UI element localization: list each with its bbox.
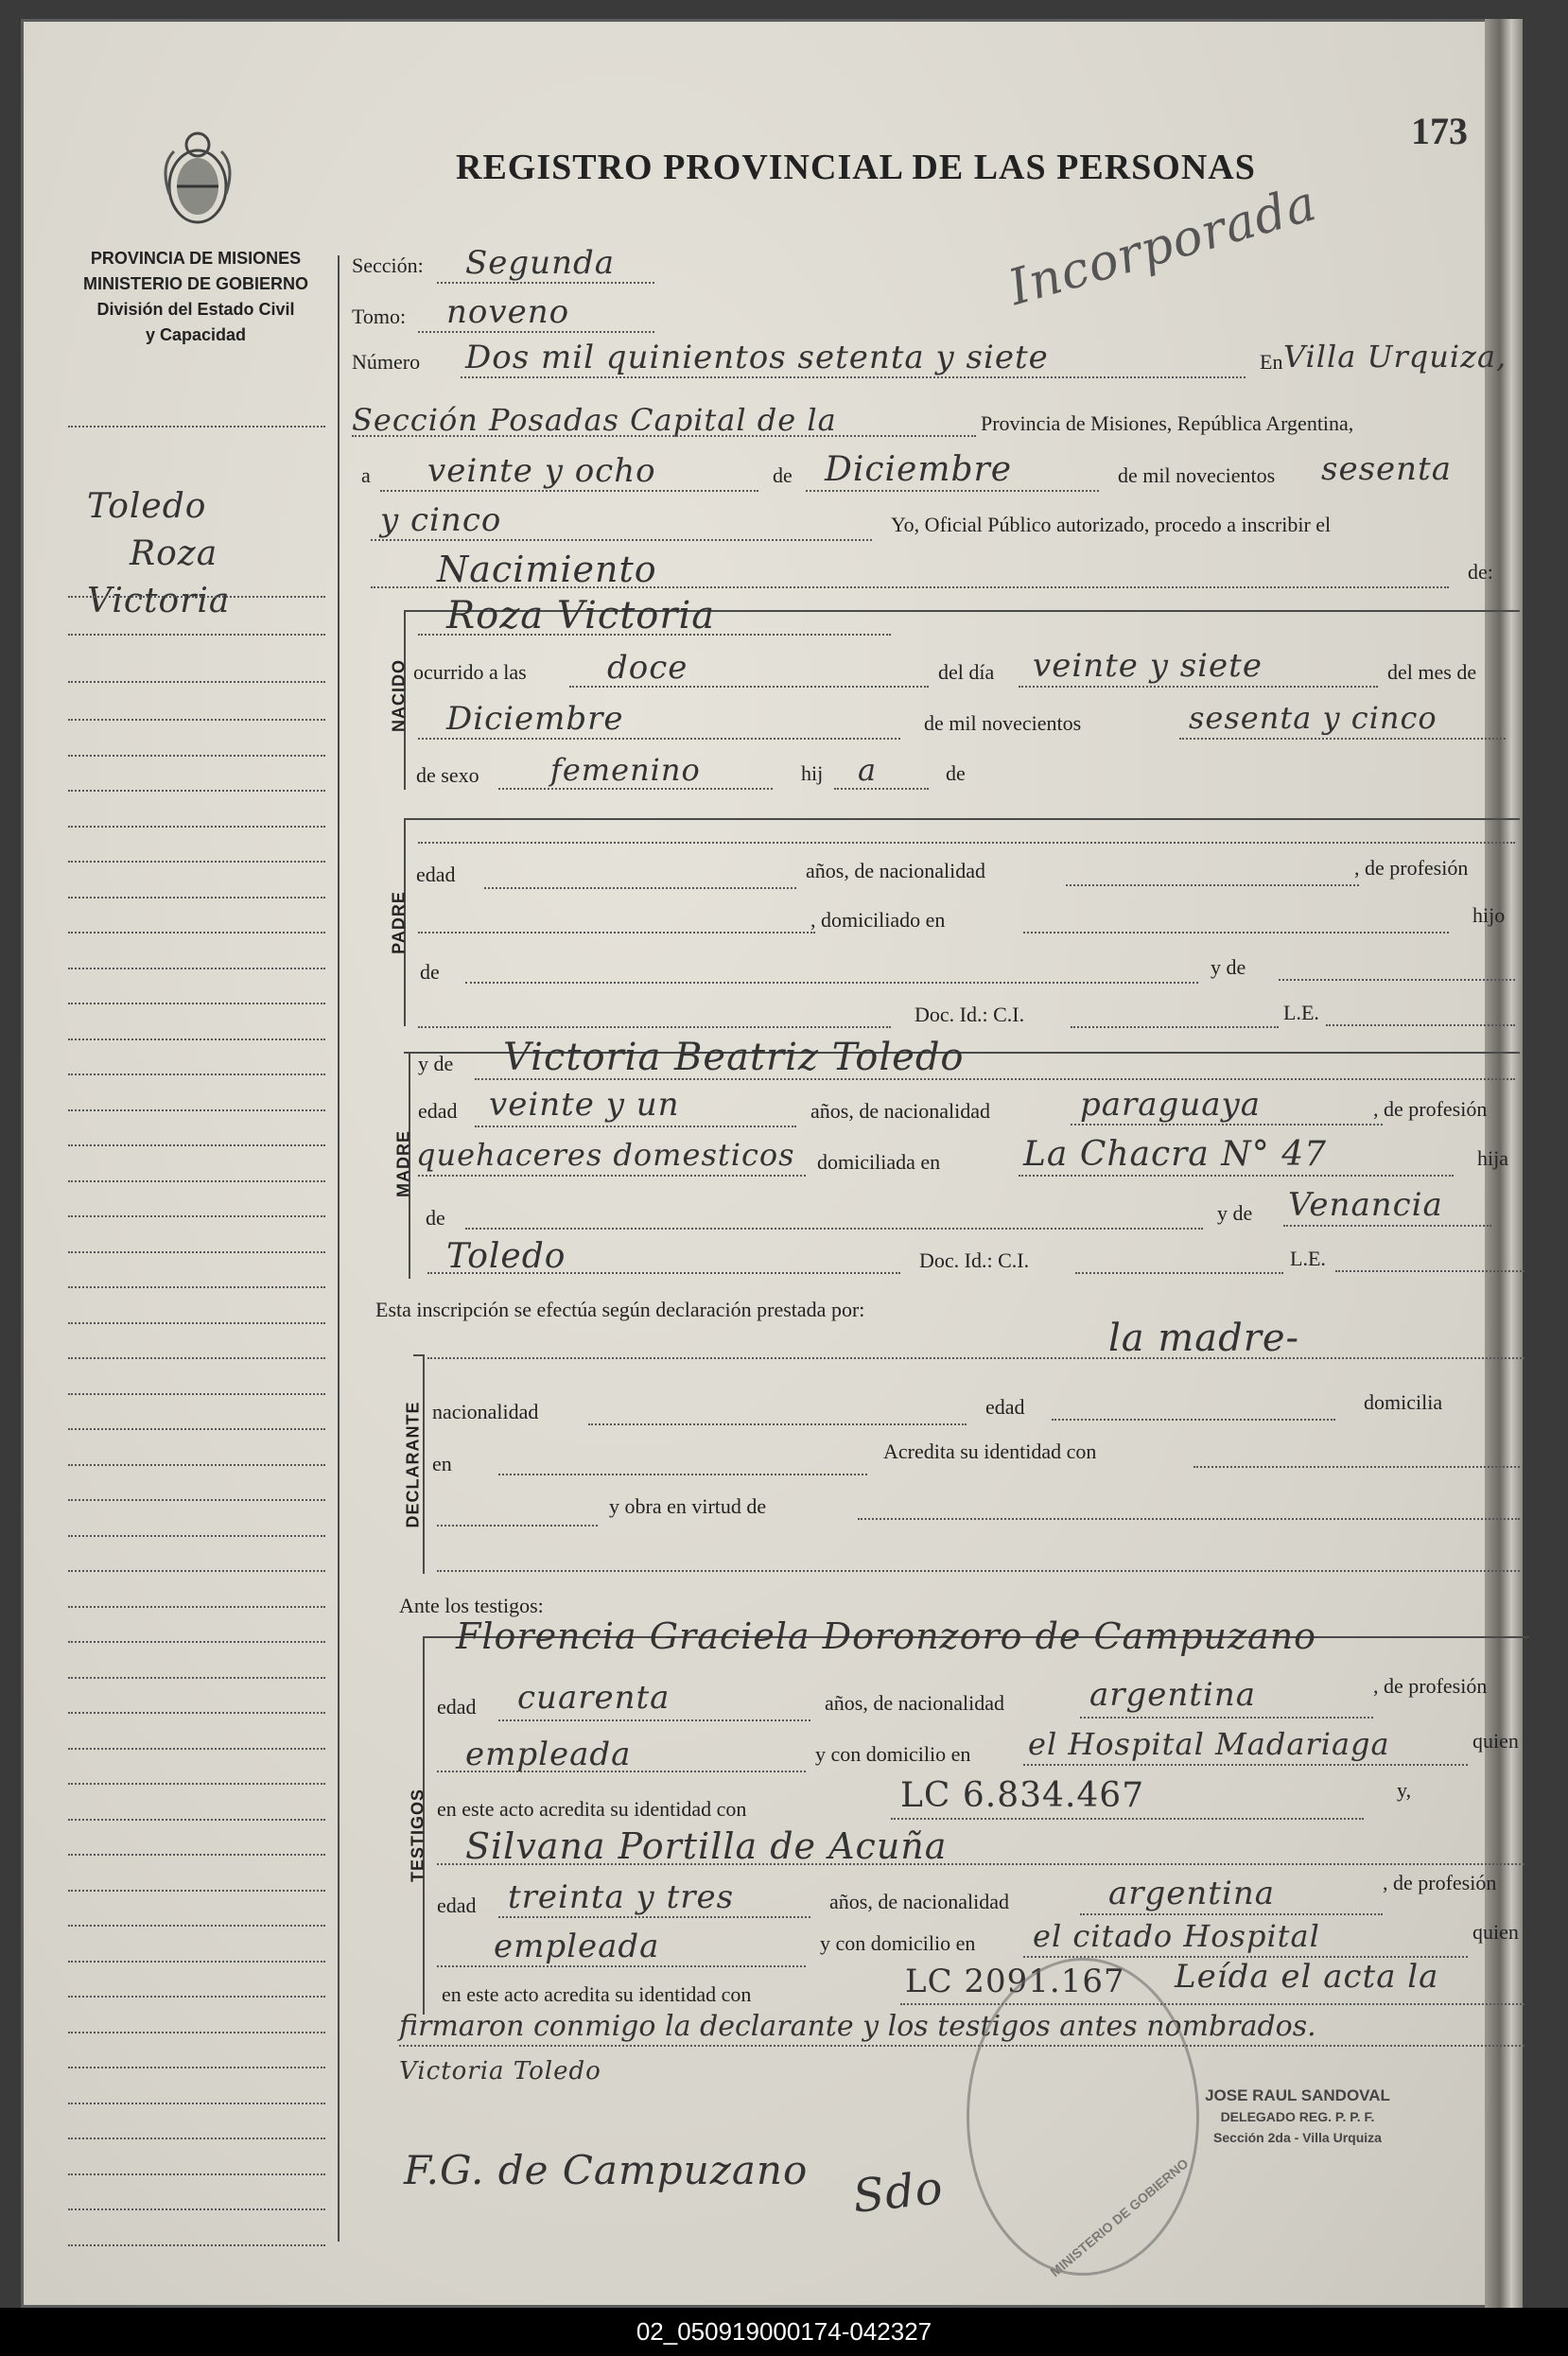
padre-profesion-label: , de profesión	[1354, 856, 1469, 880]
t2-anios-label: años, de nacionalidad	[829, 1890, 1009, 1913]
numero-value: Dos mil quinientos setenta y siete	[465, 339, 1049, 376]
declarante-nacionalidad-label: nacionalidad	[432, 1400, 539, 1423]
testigo2-nombre: Silvana Portilla de Acuña	[465, 1825, 948, 1867]
padre-domiciliado-label: , domiciliado en	[810, 908, 946, 932]
t2-edad: treinta y tres	[508, 1878, 735, 1916]
t1-edad: cuarenta	[517, 1679, 671, 1717]
official-stamp	[1156, 2085, 1439, 2148]
de-label: de	[773, 463, 793, 487]
issuer-block	[59, 246, 333, 348]
testigos-label: TESTIGOS	[408, 1789, 427, 1883]
padre-y-de-label: y de	[1211, 955, 1246, 979]
madre-y-de2-label: y de	[1217, 1201, 1253, 1225]
t2-leida: Leída el acta la	[1175, 1958, 1439, 1996]
nacido-mes: Diciembre	[446, 700, 624, 738]
round-seal-text: MINISTERIO DE GOBIERNO	[1047, 2155, 1192, 2280]
padre-edad-label: edad	[416, 863, 456, 886]
madre-y-de-label: y de	[418, 1052, 454, 1075]
official-stamp-line-2: DELEGADO REG. P. P. F.	[1220, 2109, 1375, 2124]
ocurrido-label: ocurrido a las	[413, 660, 527, 684]
t1-acredita-label: en este acto acredita su identidad con	[437, 1797, 747, 1821]
nacido-de-label: de	[946, 761, 966, 785]
t1-y-label: y,	[1397, 1778, 1412, 1802]
tomo-label: Tomo:	[352, 305, 407, 328]
hora-value: doce	[607, 649, 688, 687]
firma-testigo: F.G. de Campuzano	[404, 2147, 809, 2193]
madre-le-label: L.E.	[1290, 1247, 1326, 1270]
nacido-mil-label: de mil novecientos	[924, 711, 1082, 735]
seccion-label: Sección:	[352, 253, 424, 277]
de-colon: de:	[1468, 560, 1493, 584]
anio-cont: y cinco	[380, 501, 502, 539]
t2-edad-label: edad	[437, 1894, 477, 1917]
mes-value: Diciembre	[825, 450, 1013, 489]
del-mes-label: del mes de	[1387, 660, 1477, 684]
madre-madre-de: Venancia	[1288, 1186, 1443, 1224]
header-stamp: Incorporada	[1002, 174, 1323, 318]
t1-nacionalidad: argentina	[1089, 1676, 1257, 1714]
t1-quien-label: quien	[1472, 1729, 1519, 1753]
t1-domicilio: el Hospital Madariaga	[1028, 1726, 1390, 1762]
register-page	[21, 19, 1523, 2308]
hij-label: hij	[801, 761, 824, 785]
en-label: En	[1260, 350, 1283, 374]
issuer-line-2: MINISTERIO DE GOBIERNO	[82, 274, 309, 293]
padre-doc-label: Doc. Id.: C.I.	[915, 1003, 1025, 1026]
padre-label: PADRE	[389, 891, 409, 954]
madre-edad: veinte y un	[489, 1086, 680, 1124]
dia-value: veinte y ocho	[427, 452, 656, 490]
declarante-en-label: en	[432, 1452, 452, 1475]
t1-edad-label: edad	[437, 1695, 477, 1719]
t1-domicilio-label: y con domicilio en	[815, 1742, 971, 1766]
t1-profesion: empleada	[465, 1736, 632, 1773]
madre-domiciliada-label: domiciliada en	[817, 1150, 941, 1174]
mil-text: de mil novecientos	[1118, 463, 1276, 487]
footer-id: 02_050919000174-042327	[0, 2308, 1568, 2356]
t2-acredita-label: en este acto acredita su identidad con	[442, 1982, 752, 2006]
page-number: 173	[1411, 110, 1468, 152]
madre-domicilio: La Chacra N° 47	[1023, 1135, 1328, 1174]
margin-name-1: Toledo	[87, 487, 207, 526]
madre-apellido: Toledo	[446, 1237, 566, 1276]
madre-label: MADRE	[393, 1130, 413, 1197]
madre-hija-label: hija	[1477, 1146, 1508, 1170]
tomo-value: noveno	[446, 293, 570, 331]
nacido-anio: sesenta y cinco	[1189, 700, 1437, 736]
declarante-domicilia-label: domicilia	[1364, 1390, 1443, 1414]
declarante-acredita-label: Acredita su identidad con	[883, 1440, 1097, 1463]
testigo1-nombre: Florencia Graciela Doronzoro de Campuzano	[456, 1615, 1317, 1657]
document-title: REGISTRO PROVINCIAL DE LAS PERSONAS	[456, 148, 1256, 187]
nacido-nombre: Roza Victoria	[446, 594, 716, 637]
margin-name-2: Roza	[130, 534, 218, 573]
padre-de-label: de	[420, 960, 440, 984]
t2-profesion-label: , de profesión	[1383, 1871, 1497, 1894]
en-value: Villa Urquiza,	[1283, 339, 1507, 375]
lugar-cont: Sección Posadas Capital de la	[352, 402, 837, 438]
declarante-value: la madre-	[1108, 1317, 1300, 1360]
coat-of-arms-icon	[155, 128, 240, 232]
declarante-obra-label: y obra en virtud de	[609, 1494, 767, 1518]
padre-hijo-label: hijo	[1472, 903, 1506, 927]
t1-anios-label: años, de nacionalidad	[825, 1691, 1004, 1715]
numero-label: Número	[352, 350, 421, 374]
seccion-value: Segunda	[465, 244, 616, 282]
del-dia-label: del día	[938, 660, 995, 684]
madre-profesion-label: , de profesión	[1373, 1097, 1488, 1121]
t2-domicilio-label: y con domicilio en	[820, 1931, 976, 1955]
declarante-label: DECLARANTE	[403, 1401, 423, 1528]
t2-profesion: empleada	[494, 1928, 660, 1965]
padre-le-label: L.E.	[1283, 1001, 1319, 1024]
t2-quien-label: quien	[1472, 1920, 1519, 1944]
madre-nombre: Victoria Beatriz Toledo	[503, 1036, 965, 1079]
t1-doc: LC 6.834.467	[900, 1776, 1145, 1815]
provincia-text: Provincia de Misiones, República Argentina,	[981, 411, 1354, 435]
padre-anios-label: años, de nacionalidad	[806, 859, 985, 882]
issuer-line-4: y Capacidad	[145, 325, 247, 344]
issuer-line-3: División del Estado Civil	[96, 300, 295, 319]
t1-profesion-label: , de profesión	[1373, 1674, 1488, 1698]
official-stamp-line-3: Sección 2da - Villa Urquiza	[1213, 2130, 1382, 2145]
anio-value: sesenta	[1321, 450, 1452, 488]
cierre-text: firmaron conmigo la declarante y los testigos antes nombrados.	[399, 2010, 1316, 2043]
inscripcion-text: Esta inscripción se efectúa según declaración prestada por:	[375, 1298, 865, 1321]
t2-doc: LC 2091.167	[905, 1963, 1125, 2000]
madre-nacionalidad: paraguaya	[1080, 1086, 1261, 1124]
hij-suffix: a	[858, 752, 878, 788]
t2-domicilio: el citado Hospital	[1033, 1918, 1320, 1954]
oficial-text: Yo, Oficial Público autorizado, procedo a inscribir el	[891, 513, 1332, 536]
a-label: a	[361, 463, 371, 487]
nacido-dia: veinte y siete	[1033, 647, 1263, 685]
margin-name-3: Victoria	[87, 582, 231, 620]
sexo-value: femenino	[550, 752, 701, 788]
nacido-label: NACIDO	[389, 659, 409, 732]
declarante-edad-label: edad	[985, 1395, 1025, 1419]
madre-edad-label: edad	[418, 1099, 458, 1123]
t2-nacionalidad: argentina	[1108, 1875, 1276, 1912]
acto-value: Nacimiento	[437, 549, 657, 590]
ante-label: Ante los testigos:	[399, 1594, 544, 1617]
firma-oficial: Sdo	[850, 2161, 947, 2224]
madre-profesion: quehaceres domesticos	[416, 1137, 795, 1173]
firma-declarante: Victoria Toledo	[399, 2057, 601, 2085]
madre-anios-label: años, de nacionalidad	[810, 1099, 990, 1123]
madre-doc-label: Doc. Id.: C.I.	[919, 1248, 1030, 1272]
sexo-label: de sexo	[416, 763, 479, 787]
issuer-line-1: PROVINCIA DE MISIONES	[90, 249, 302, 268]
madre-de-label: de	[426, 1206, 445, 1230]
official-stamp-line-1: JOSE RAUL SANDOVAL	[1205, 2086, 1390, 2104]
